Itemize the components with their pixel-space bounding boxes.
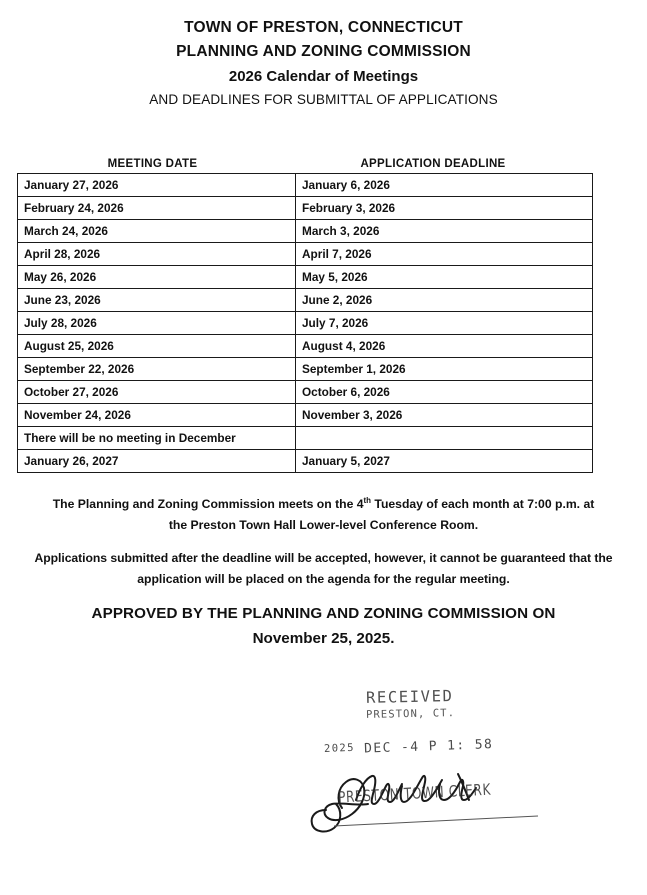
column-heading-application-deadline: APPLICATION DEADLINE: [360, 158, 506, 170]
table-row: [18, 289, 593, 312]
cell-meeting-date: April 28, 2026: [18, 243, 296, 266]
cell-application-deadline: July 7, 2026: [296, 312, 593, 335]
stamp-town-text: PRESTON, CT.: [365, 707, 456, 721]
column-heading-meeting-date: MEETING DATE: [107, 158, 198, 170]
note1-ordinal-suffix: th: [363, 495, 372, 505]
approval-statement: APPROVED BY THE PLANNING AND ZONING COMMISSION ON: [91, 605, 556, 622]
cell-meeting-date: May 26, 2026: [18, 266, 296, 289]
cell-meeting-date: August 25, 2026: [18, 335, 296, 358]
stamp-time: DEC -4 P 1: 58: [363, 737, 494, 757]
cell-application-deadline: October 6, 2026: [296, 381, 593, 404]
cell-meeting-date: July 28, 2026: [18, 312, 296, 335]
cell-application-deadline: November 3, 2026: [296, 404, 593, 427]
note1-post: Tuesday of each month at 7:00 p.m. at: [371, 497, 595, 511]
title-subtitle: AND DEADLINES FOR SUBMITTAL OF APPLICATIONS: [149, 92, 498, 107]
table-row: [18, 266, 593, 289]
meeting-calendar-table: [17, 173, 593, 473]
meeting-schedule-note-line1: [23, 494, 624, 515]
cell-application-deadline: January 6, 2026: [296, 174, 593, 197]
cell-application-deadline: March 3, 2026: [296, 220, 593, 243]
stamp-year: 2025: [323, 741, 356, 755]
cell-meeting-date: There will be no meeting in December: [18, 427, 296, 450]
table-row: [18, 404, 593, 427]
note1-pre: The Planning and Zoning Commission meets on the 4: [52, 497, 364, 511]
cell-application-deadline: September 1, 2026: [296, 358, 593, 381]
meeting-calendar-body: [18, 174, 593, 473]
table-row: [18, 312, 593, 335]
table-row: [18, 197, 593, 220]
document-header: [0, 16, 647, 111]
cell-meeting-date: October 27, 2026: [18, 381, 296, 404]
title-calendar-year: 2026 Calendar of Meetings: [228, 68, 419, 85]
cell-meeting-date: February 24, 2026: [18, 197, 296, 220]
table-row: [18, 358, 593, 381]
late-application-note: [23, 548, 624, 590]
cell-application-deadline: January 5, 2027: [296, 450, 593, 473]
table-column-headings: [17, 158, 578, 173]
cell-application-deadline: February 3, 2026: [296, 197, 593, 220]
cell-meeting-date: January 27, 2026: [18, 174, 296, 197]
title-commission: PLANNING AND ZONING COMMISSION: [176, 43, 471, 60]
table-row: [18, 243, 593, 266]
stamp-received-text: RECEIVED: [365, 687, 454, 707]
cell-application-deadline: June 2, 2026: [296, 289, 593, 312]
cell-meeting-date: November 24, 2026: [18, 404, 296, 427]
stamp-datetime-text: [324, 737, 494, 758]
meeting-schedule-note-line2: the Preston Town Hall Lower-level Conference Room.: [168, 518, 479, 532]
approval-block: [23, 601, 624, 651]
table-row: [18, 335, 593, 358]
received-stamp: [300, 688, 550, 848]
town-clerk-label: PRESTON TOWN CLERK: [337, 780, 492, 808]
meeting-schedule-note: [23, 494, 624, 536]
cell-application-deadline: April 7, 2026: [296, 243, 593, 266]
cell-meeting-date: March 24, 2026: [18, 220, 296, 243]
table-row: [18, 450, 593, 473]
cell-application-deadline: [296, 427, 593, 450]
cell-meeting-date: September 22, 2026: [18, 358, 296, 381]
table-row: [18, 174, 593, 197]
cell-application-deadline: August 4, 2026: [296, 335, 593, 358]
late-application-note-line1: Applications submitted after the deadline will be accepted, however, it cannot be guaranteed that the: [34, 551, 613, 565]
cell-meeting-date: January 26, 2027: [18, 450, 296, 473]
approval-date: November 25, 2025.: [252, 630, 395, 647]
cell-meeting-date: June 23, 2026: [18, 289, 296, 312]
table-row: [18, 381, 593, 404]
title-town: TOWN OF PRESTON, CONNECTICUT: [184, 19, 463, 36]
cell-application-deadline: May 5, 2026: [296, 266, 593, 289]
table-row: [18, 220, 593, 243]
table-row: [18, 427, 593, 450]
late-application-note-line2: application will be placed on the agenda for the regular meeting.: [137, 572, 510, 586]
